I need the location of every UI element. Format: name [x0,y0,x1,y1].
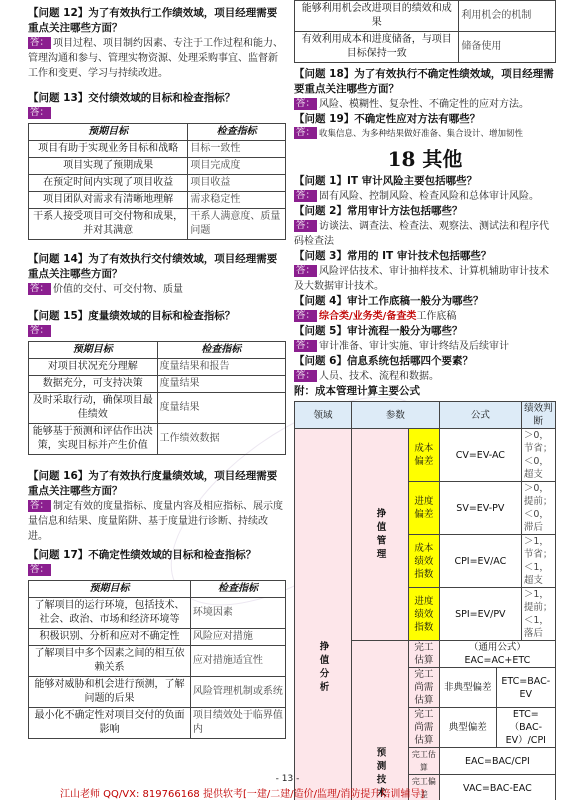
table-row [29,629,286,646]
formula-cell: ETC=BAC-EV [496,668,555,708]
table-row [29,708,286,739]
table-cell: 最小化不确定性对项目交付的负面影响 [29,708,191,739]
table-header: 领域 [295,402,352,429]
table-cell: 度量结果 [157,376,286,393]
measurement-table [28,341,286,455]
question-13: 【问题 13】交付绩效域的目标和检查指标？ [28,91,286,106]
sub-cell: 非典型偏差 [439,668,496,708]
judgement-cell: ＞1，提前；＜1，落后 [521,588,555,641]
formula-cell: CV=EV-AC [439,429,521,482]
table-row [29,598,286,629]
formula-cell: ETC=（BAC-EV）/CPI [496,708,555,748]
table-cell: 目标一致性 [188,141,286,158]
other-question-5: 【问题 5】审计流程一般分为哪些？ [294,324,556,339]
answer-tag: 答： [28,37,51,49]
group-cell: 挣值管理 [352,429,409,641]
other-question-4: 【问题 4】审计工作底稿一般分为哪些？ [294,294,556,309]
table-cell: 利用机会的机制 [459,1,556,32]
other-answer-2: 访谈法、调查法、检查法、观察法、测试法和程序代码检查法 [294,221,549,247]
question-14: 【问题 14】为了有效执行交付绩效域，项目经理需要重点关注哪些方面？ [28,252,286,282]
domain-cell: 挣值分析 [295,429,352,800]
param-cell: 成本绩效指数 [409,535,440,588]
table-cell: 及时采取行动，确保项目最佳绩效 [29,393,158,424]
formula-cell: CPI=EV/AC [439,535,521,588]
question-17: 【问题 17】不确定性绩效域的目标和检查指标？ [28,548,286,563]
answer-tag: 答： [294,340,317,352]
other-answer-3: 风险评估技术、审计抽样技术、计算机辅助审计技术及大数据审计技术。 [294,266,549,292]
answer-tag: 答： [294,310,317,322]
table-cell: 项目团队对需求有清晰地理解 [29,192,188,209]
table-row [29,175,286,192]
group-cell: 预测技术 [352,641,409,800]
table-cell: 能够利用机会改进项目的绩效和成果 [295,1,459,32]
answer-tag: 答： [294,265,317,277]
judgement-cell: ＞1，节省；＜1，超支 [521,535,555,588]
other-answer-5: 审计准备、审计实施、审计终结及后续审计 [319,341,509,352]
answer-tag: 答： [28,500,51,512]
formula-cell: SPI=EV/PV [439,588,521,641]
param-cell: 进度偏差 [409,482,440,535]
question-18: 【问题 18】为了有效执行不确定性绩效域，项目经理需要重点关注哪些方面？ [294,67,556,97]
uncertainty-table-continued [294,0,556,63]
page-number: - 13 - [0,774,575,784]
param-cell: 成本偏差 [409,429,440,482]
table-header: 预期目标 [29,342,158,359]
table-cell: 工作绩效数据 [157,424,286,455]
param-cell: 完工尚需估算 [409,668,440,708]
table-header: 预期目标 [29,124,188,141]
uncertainty-table [28,580,286,739]
answer-tag: 答： [28,564,51,576]
param-cell: 完工尚需估算 [409,708,440,748]
table-header: 绩效判断 [521,402,555,429]
table-row [29,192,286,209]
appendix-title: 附：成本管理计算主要公式 [294,384,556,399]
table-cell: 度量结果 [157,393,286,424]
table-cell: 项目完成度 [188,158,286,175]
delivery-table [28,123,286,240]
table-row [29,158,286,175]
judgement-cell: ＞0，节省；＜0，超支 [521,429,555,482]
answer-tag: 答： [294,190,317,202]
table-header: 检查指标 [157,342,286,359]
answer-tag: 答： [294,127,317,139]
formula-cell: VAC=BAC-EAC [439,775,555,800]
footer-ad: 江山老师 QQ/VX: 819766168 提供软考[一建/二建/造价/监理/消防提升培训辅导] [60,785,424,800]
question-16: 【问题 16】为了有效执行度量绩效域，项目经理需要重点关注哪些方面？ [28,469,286,499]
answer-16: 制定有效的度量指标、度量内容及相应指标、展示度量信息和结果、度量陷阱、基于度量进行诊断、持续改进。 [28,501,283,542]
table-row [295,32,556,63]
table-cell: 环境因素 [190,598,285,629]
table-cell: 能够基于预测和评估作出决策，实现目标并产生价值 [29,424,158,455]
table-row [29,376,286,393]
table-cell: 能够对威胁和机会进行预测，了解问题的后果 [29,677,191,708]
table-cell: 积极识别、分析和应对不确定性 [29,629,191,646]
table-header: 参数 [352,402,440,429]
chapter-title: 18 其他 [294,146,556,172]
table-cell: 干系人满意度、质量问题 [188,209,286,240]
table-cell: 应对措施适宜性 [190,646,285,677]
table-cell: 储备使用 [459,32,556,63]
table-row [29,359,286,376]
table-cell: 项目实现了预期成果 [29,158,188,175]
question-19: 【问题 19】不确定性应对方法有哪些？ [294,112,556,127]
judgement-cell: ＞0，提前；＜0，滞后 [521,482,555,535]
answer-tag: 答： [28,325,51,337]
other-answer-6: 人员、技术、流程和数据。 [319,371,439,382]
answer-tag: 答： [294,98,317,110]
answer-14: 价值的交付、可交付物、质量 [53,284,183,295]
question-15: 【问题 15】度量绩效域的目标和检查指标？ [28,309,286,324]
table-row [295,1,556,32]
sub-cell: 典型偏差 [439,708,496,748]
other-question-6: 【问题 6】信息系统包括哪四个要素？ [294,354,556,369]
right-column [294,0,556,800]
answer-19: 收集信息、为多种结果做好准备、集合设计、增加韧性 [319,129,523,139]
table-cell: 需求稳定性 [188,192,286,209]
table-cell: 风险应对措施 [190,629,285,646]
formula-cell: SV=EV-PV [439,482,521,535]
left-column [28,0,286,739]
table-row [29,646,286,677]
formula-cell: EAC=BAC/CPI [439,748,555,775]
param-cell: 完工估算 [409,641,440,668]
question-12: 【问题 12】为了有效执行工作绩效域，项目经理需要重点关注哪些方面？ [28,6,286,36]
other-answer-1: 固有风险、控制风险、检查风险和总体审计风险。 [319,191,539,202]
cost-formula-table [294,401,556,800]
answer-tag: 答： [294,220,317,232]
table-cell: 风险管理机制或系统 [190,677,285,708]
answer-tag: 答： [28,107,51,119]
other-answer-4-highlight: 综合类/业务类/备查类 [319,311,416,322]
table-row [29,393,286,424]
formula-cell: （通用公式）EAC=AC+ETC [439,641,555,668]
table-header: 检查指标 [188,124,286,141]
param-cell: 完工偏差 [409,775,440,800]
table-cell: 数据充分，可支持决策 [29,376,158,393]
table-cell: 有效利用成本和进度储备，与项目目标保持一致 [295,32,459,63]
answer-tag: 答： [28,283,51,295]
table-row [295,429,556,482]
table-header: 检查指标 [190,581,285,598]
param-cell: 完工估算 [409,748,440,775]
other-question-1: 【问题 1】IT 审计风险主要包括哪些？ [294,174,556,189]
table-cell: 项目有助于实现业务目标和战略 [29,141,188,158]
table-cell: 度量结果和报告 [157,359,286,376]
table-cell: 干系人接受项目可交付物和成果，并对其满意 [29,209,188,240]
table-cell: 了解项目的运行环境，包括技术、社会、政治、市场和经济环境等 [29,598,191,629]
table-row [29,424,286,455]
table-row [29,677,286,708]
table-cell: 项目收益 [188,175,286,192]
answer-18: 风险、模糊性、复杂性、不确定性的应对方法。 [319,99,529,110]
answer-tag: 答： [294,370,317,382]
answer-12: 项目过程、项目制约因素、专注于工作过程和能力、管理沟通和参与、管理实物资源、处理采购事宜、监督新工作和变更、学习与持续改进。 [28,38,283,79]
table-cell: 在预定时间内实现了项目收益 [29,175,188,192]
param-cell: 进度绩效指数 [409,588,440,641]
other-question-3: 【问题 3】常用的 IT 审计技术包括哪些？ [294,249,556,264]
table-row [29,141,286,158]
other-question-2: 【问题 2】常用审计方法包括哪些？ [294,204,556,219]
table-cell: 项目绩效处于临界值内 [190,708,285,739]
table-header: 公式 [439,402,521,429]
table-cell: 了解项目中多个因素之间的相互依赖关系 [29,646,191,677]
table-row [29,209,286,240]
table-header: 预期目标 [29,581,191,598]
other-answer-4: 工作底稿 [416,311,456,322]
table-cell: 对项目状况充分理解 [29,359,158,376]
